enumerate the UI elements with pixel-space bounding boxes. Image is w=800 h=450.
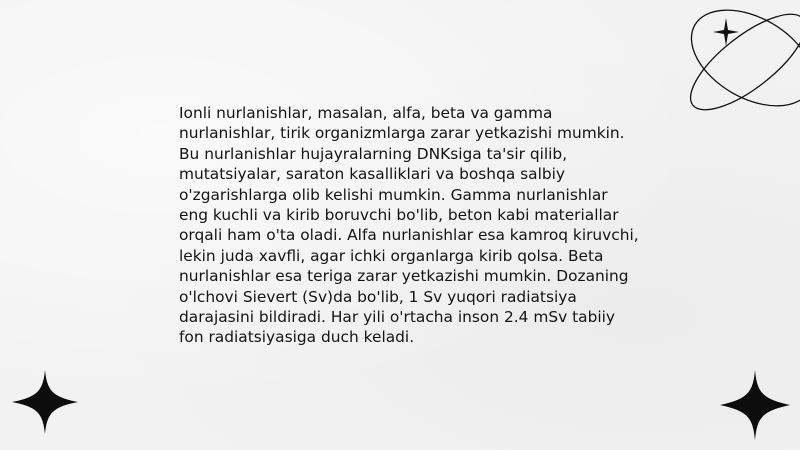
orbit-sparkle-icon xyxy=(660,0,800,140)
four-point-star-icon xyxy=(720,370,790,440)
slide-body-text: Ionli nurlanishlar, masalan, alfa, beta va gamma nurlanishlar, tirik organizmlarga zarar yetkazishi mumkin. Bu nurlanishlar hujayralarning DNKsiga ta'sir qilib, mutatsiyalar, saraton kasalliklari va boshqa salbiy o'zgarishlarga olib kelishi mumkin. Gamma nurlanishlar eng kuchli va kirib boruvchi bo'lib, beton kabi materiallar orqali ham o'ta oladi. Alfa nurlanishlar esa kamroq kiruvchi, lekin juda xavfli, agar ichki organlarga kirib qolsa. Beta nurlanishlar esa teriga zarar yetkazishi mumkin. Dozaning o'lchovi Sievert (Sv)da bo'lib, 1 Sv yuqori radiatsiya darajasini bildiradi. Har yili o'rtacha inson 2.4 mSv tabiiy fon radiatsiyasiga duch keladi. xyxy=(179,104,639,347)
four-point-star-icon xyxy=(12,370,78,434)
